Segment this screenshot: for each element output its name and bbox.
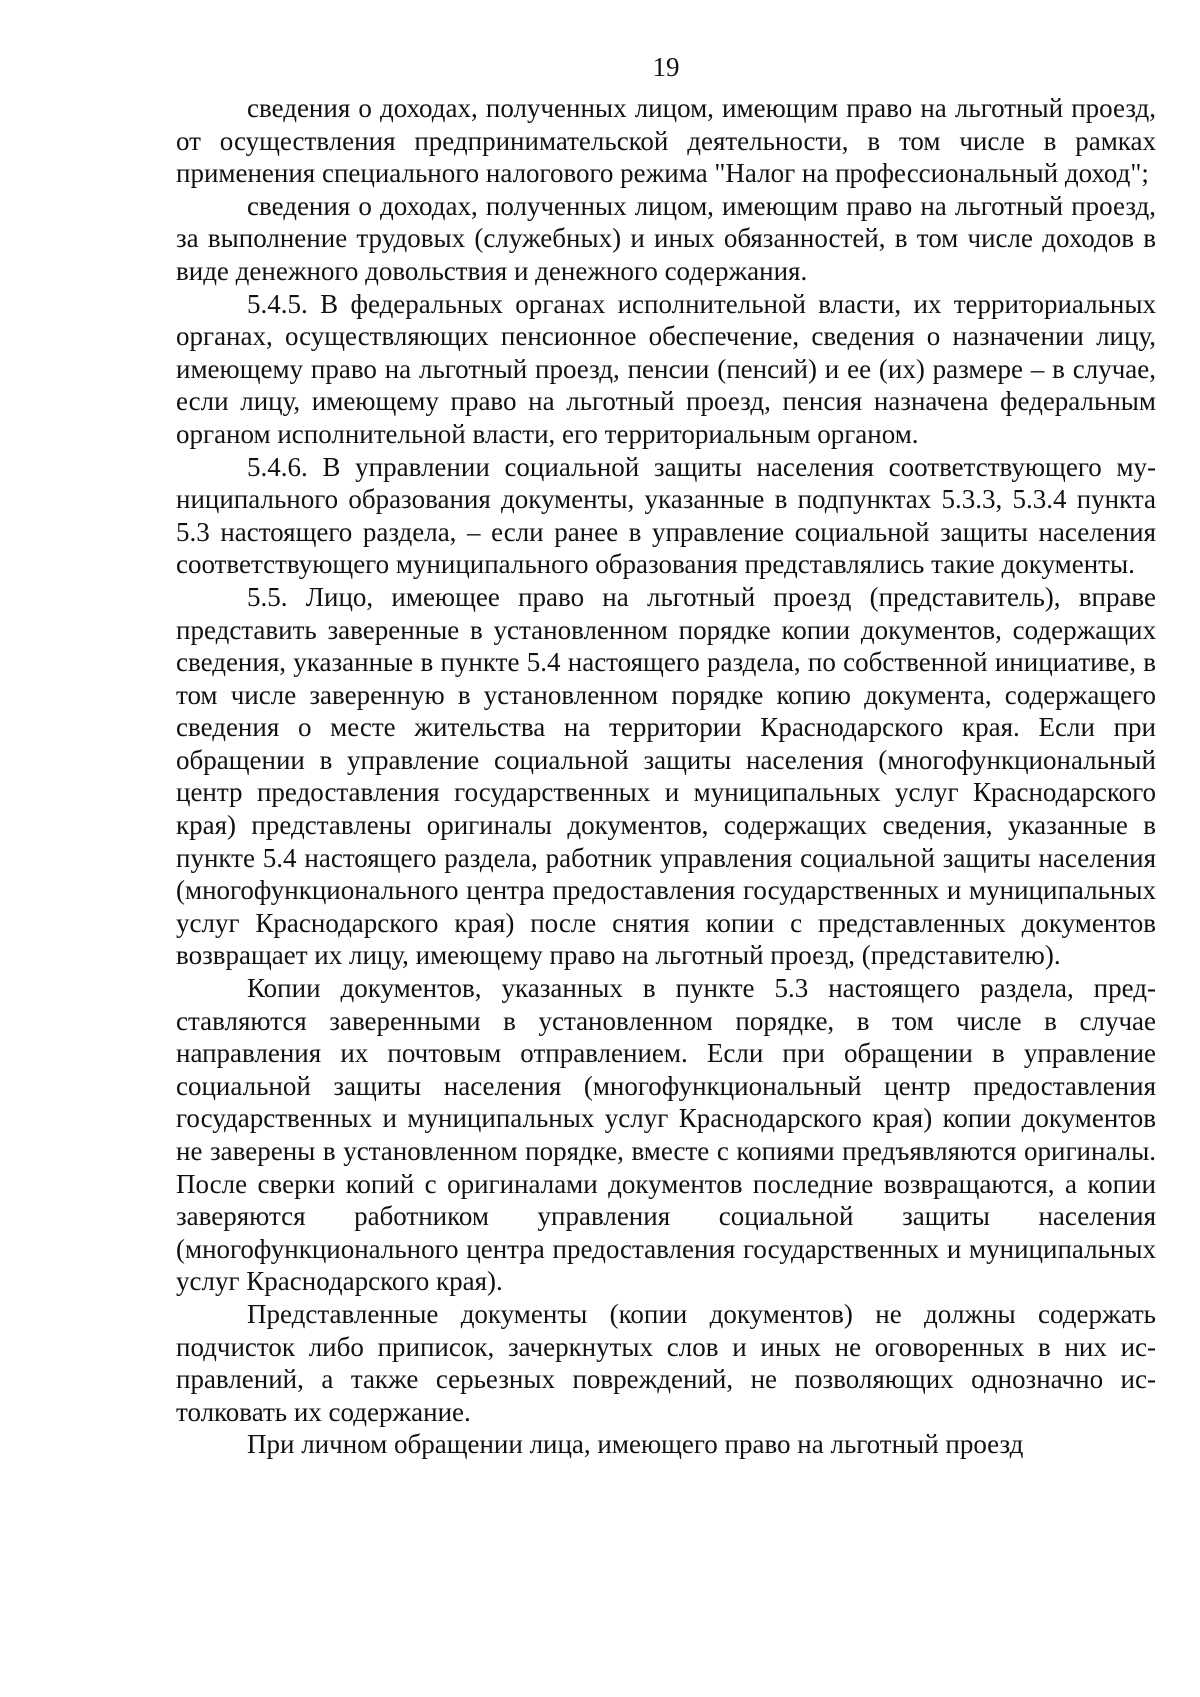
paragraph-personal-application: При личном обращении лица, имеющего право на льготный проезд	[247, 1429, 1024, 1460]
paragraph-5-4-6: 5.4.6. В управлении социальной защиты населения соответствующего муниципального образования документы, указанные в подпунктах 5.3.3, 5.3.4 пункта 5.3 настоящего раздела, – если ранее в управление социальной защиты населения соответствующего муниципального образования представлялись такие документы.	[176, 451, 1156, 580]
paragraph-5-4-5: 5.4.5. В федеральных органах исполнительной власти, их территориальных органах, осуществляющих пенсионное обеспечение, сведения о назначении лицу, имеющему право на льготный проезд, пенсии (пенсий) и ее (их) размере – в случае, если лицу, имеющему право на льготный проезд, пенсия назначена федеральным органом исполнительной власти, его территориальным органом.	[176, 288, 1156, 449]
paragraph-income-employment: сведения о доходах, полученных лицом, имеющим право на льготный проезд, за выполнение трудовых (служебных) и иных обязанностей, в том числе доходов в виде денежного довольствия и денежного содержания.	[176, 190, 1156, 286]
paragraph-document-requirements: Представленные документы (копии документов) не должны содержать подчисток либо приписок, зачеркнутых слов и иных не оговоренных в них исправлений, а также серьезных повреждений, не позволяющих однозначно истолковать их содержание.	[176, 1298, 1156, 1427]
document-body	[176, 92, 1156, 1461]
paragraph-5-5: 5.5. Лицо, имеющее право на льготный проезд (представитель), вправе представить заверенные в установленном порядке копии документов, содержащих сведения, указанные в пункте 5.4 настоящего раздела, по собственной инициативе, в том числе заверенную в установленном порядке копию документа, содержащего сведения о месте жительства на территории Краснодарского края. Если при обращении в управление социальной защиты населения (многофункциональный центр предоставления государственных и муниципальных услуг Краснодарского края) представлены оригиналы документов, содержащих сведения, указанные в пункте 5.4 настоящего раздела, работник управления социальной защиты населения (многофункционального центра предоставления государственных и муниципальных услуг Краснодарского края) после снятия копии с представленных документов возвращает их лицу, имеющему право на льготный проезд, (представителю).	[176, 581, 1156, 971]
page-number: 19	[652, 52, 680, 82]
paragraph-copies: Копии документов, указанных в пункте 5.3 настоящего раздела, представляются заверенными в установленном порядке, в том числе в случае направления их почтовым отправлением. Если при обращении в управление социальной защиты населения (многофункциональный центр предоставления государственных и муниципальных услуг Краснодарского края) копии документов не заверены в установленном порядке, вместе с копиями предъявляются оригиналы. После сверки копий с оригиналами документов последние возвращаются, а копии заверяются работником управления социальной защиты населения (многофункционального центра предоставления государственных и муниципальных услуг Краснодарского края).	[176, 973, 1156, 1297]
paragraph-income-entrepreneurship: сведения о доходах, полученных лицом, имеющим право на льготный проезд, от осуществления предпринимательской деятельности, в том числе в рамках применения специального налогового режима "Налог на профессиональный доход";	[176, 93, 1156, 189]
